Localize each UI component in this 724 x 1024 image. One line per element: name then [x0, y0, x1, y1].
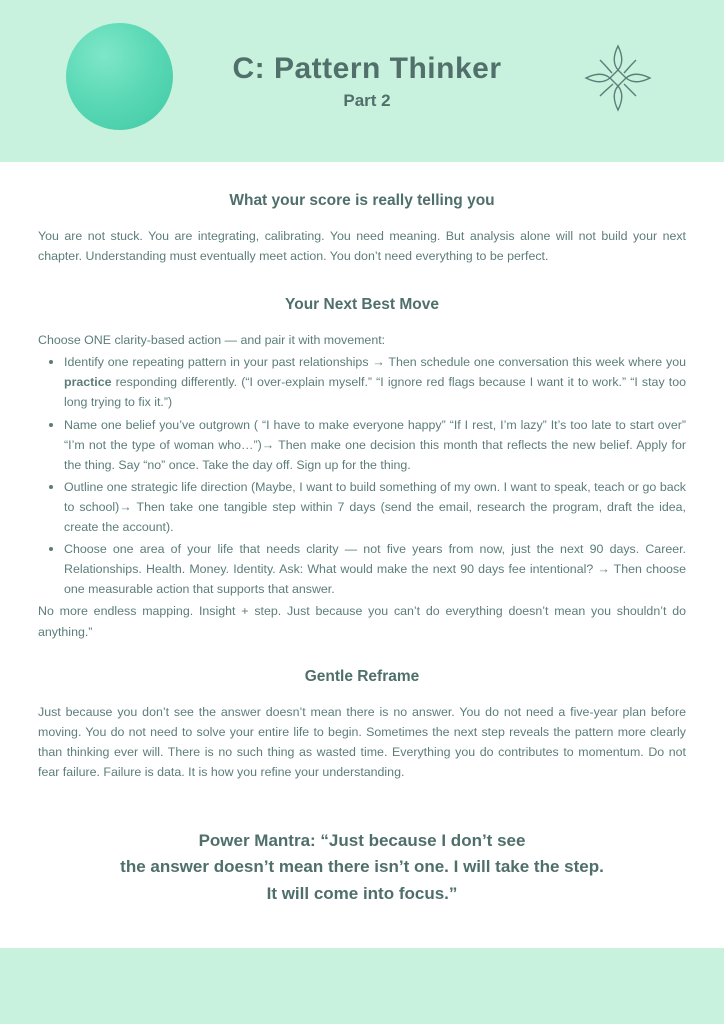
gradient-circle-icon: [66, 23, 173, 130]
header-titles: [232, 52, 501, 111]
list-item: Outline one strategic life direction (Maybe, I want to build something of my own. I want to speak, teach or go back to school)→ Then take one tangible step within 7 days (send the email, research the program, draft the idea, create the account).: [62, 477, 686, 537]
list-item: Name one belief you’ve outgrown ( “I have to make everyone happy” “If I rest, I’m lazy” It’s too late to start over” “I’m not the type of woman who…”)→ Then make one decision this month that reflects the new belief. Apply for the thing. Say “no” once. Take the day off. Sign up for the thing.: [62, 415, 686, 475]
mantra-line-1: Power Mantra: “Just because I don’t see: [198, 830, 526, 850]
list-item: Choose one area of your life that needs clarity — not five years from now, just the next 90 days. Career. Relationships. Health. Money. Identity. Ask: What would make the next 90 days fee intentional? → Then choose one measurable action that supports that answer.: [62, 539, 686, 599]
mantra-line-3: It will come into focus.”: [266, 883, 458, 903]
document-content: [0, 192, 724, 907]
page-footer: [0, 948, 724, 1024]
section-body-reframe: Just because you don’t see the answer doesn’t mean there is no answer. You do not need a five-year plan before moving. You do not need to solve your entire life to begin. Sometimes the next step reveals the pattern more clearly than thinking ever will. There is no such thing as wasted time. Everything you do contributes to momentum. Do not fear failure. Failure is data. It is how you refine your understanding.: [38, 704, 686, 779]
next-move-action-list: [38, 352, 686, 599]
list-item: Identify one repeating pattern in your past relationships → Then schedule one conversation this week where you practice responding differently. (“I over-explain myself.” “I ignore red flags because I want it to work.” “I stay too long trying to fix it.”): [62, 352, 686, 412]
section-heading-reframe: Gentle Reframe: [304, 667, 420, 685]
page-header: [0, 0, 724, 162]
section-body-score: You are not stuck. You are integrating, calibrating. You need meaning. But analysis alone will not build your next chapter. Understanding must eventually meet action. You don’t need everything to be perfect.: [38, 229, 686, 264]
page-title: C: Pattern Thinker: [232, 51, 502, 85]
section-heading-next-move: Your Next Best Move: [285, 296, 439, 314]
page-subtitle: Part 2: [343, 90, 391, 110]
power-mantra: [38, 828, 686, 907]
section-heading-score: What your score is really telling you: [229, 192, 495, 209]
floral-diamond-ornament-icon: [580, 40, 656, 116]
next-move-lead: Choose ONE clarity-based action — and pair it with movement:: [38, 333, 386, 348]
mantra-line-2: the answer doesn’t mean there isn’t one. I will take the step.: [120, 857, 604, 877]
next-move-closing: No more endless mapping. Insight + step. Just because you can’t do everything doesn’t mean you shouldn’t do anything.”: [38, 604, 686, 639]
